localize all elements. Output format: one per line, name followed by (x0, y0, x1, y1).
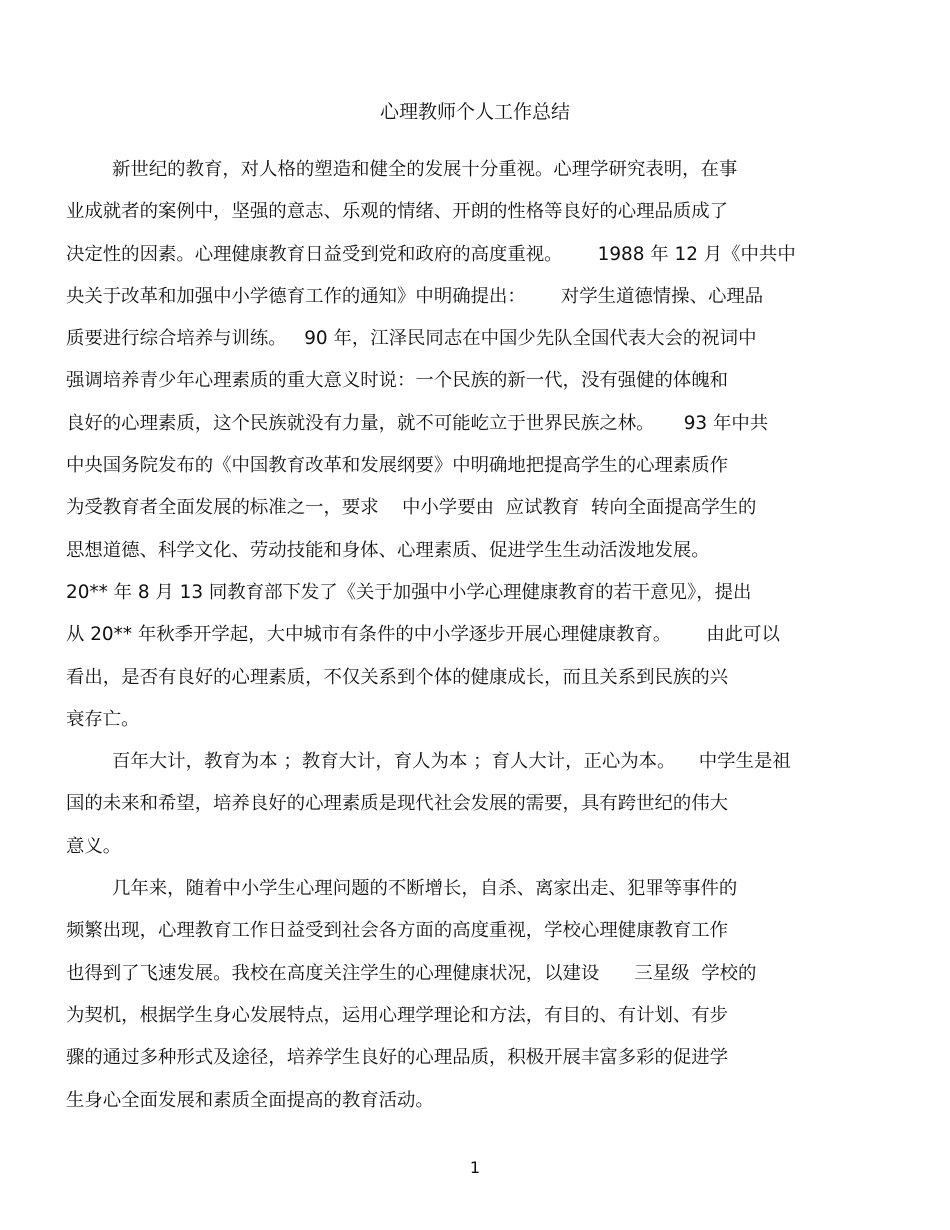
text-line: 良好的心理素质，这个民族就没有力量，就不可能屹立于世界民族之林。 93 年中共 (66, 412, 769, 434)
text-line: 从 20** 年秋季开学起，大中城市有条件的中小学逐步开展心理健康教育。 由此可以 (66, 624, 780, 646)
text-line: 百年大计，教育为本 ；教育大计，育人为本 ；育人大计，正心为本。 中学生是祖 (112, 751, 791, 773)
text-line: 思想道德、科学文化、劳动技能和身体、心理素质、促进学生生动活泼地发展。 (66, 539, 710, 561)
text-line: 质要进行综合培养与训练。 90 年，江泽民同志在中国少先队全国代表大会的祝词中 (66, 328, 757, 350)
text-line: 国的未来和希望，培养良好的心理素质是现代社会发展的需要，具有跨世纪的伟大 (66, 793, 729, 815)
text-line: 生身心全面发展和素质全面提高的教育活动。 (66, 1089, 434, 1111)
text-line: 强调培养青少年心理素质的重大意义时说：一个民族的新一代，没有强健的体魄和 (66, 370, 729, 392)
paragraph (66, 746, 866, 873)
text-line: 决定性的因素。心理健康教育日益受到党和政府的高度重视。 1988 年 12 月《中共中 (66, 243, 796, 265)
text-line: 看出，是否有良好的心理素质，不仅关系到个体的健康成长，而且关系到民族的兴 (66, 666, 729, 688)
text-line: 也得到了飞速发展。我校在高度关注学生的心理健康状况，以建设 三星级 学校的 (66, 962, 757, 984)
page-number: 1 (469, 1158, 481, 1177)
text-line: 20** 年 8 月 13 同教育部下发了《关于加强中小学心理健康教育的若干意见》，提出 (66, 581, 752, 603)
page-title: 心理教师个人工作总结 (379, 101, 570, 123)
text-line: 频繁出现，心理教育工作日益受到社会各方面的高度重视，学校心理健康教育工作 (66, 920, 729, 942)
text-line: 中央国务院发布的《中国教育改革和发展纲要》中明确地把提高学生的心理素质作 (66, 455, 729, 477)
text-line: 意义。 (66, 835, 122, 857)
text-line: 几年来，随着中小学生心理问题的不断增长，自杀、离家出走、犯罪等事件的 (112, 878, 738, 900)
text-line: 衰存亡。 (66, 708, 140, 730)
text-line: 骤的通过多种形式及途径，培养学生良好的心理品质，积极开展丰富多彩的促进学 (66, 1047, 729, 1069)
paragraph (66, 873, 866, 1127)
paragraph (66, 154, 866, 746)
text-line: 为契机，根据学生身心发展特点，运用心理学理论和方法，有目的、有计划、有步 (66, 1004, 729, 1026)
text-line: 央关于改革和加强中小学德育工作的通知》中明确提出： 对学生道德情操、心理品 (66, 285, 764, 307)
text-line: 为受教育者全面发展的标准之一，要求 中小学要由 应试教育 转向全面提高学生的 (66, 497, 757, 519)
text-line: 新世纪的教育，对人格的塑造和健全的发展十分重视。心理学研究表明，在事 (112, 159, 738, 180)
text-line: 业成就者的案例中，坚强的意志、乐观的情绪、开朗的性格等良好的心理品质成了 (66, 201, 729, 223)
body-text (66, 154, 866, 1127)
